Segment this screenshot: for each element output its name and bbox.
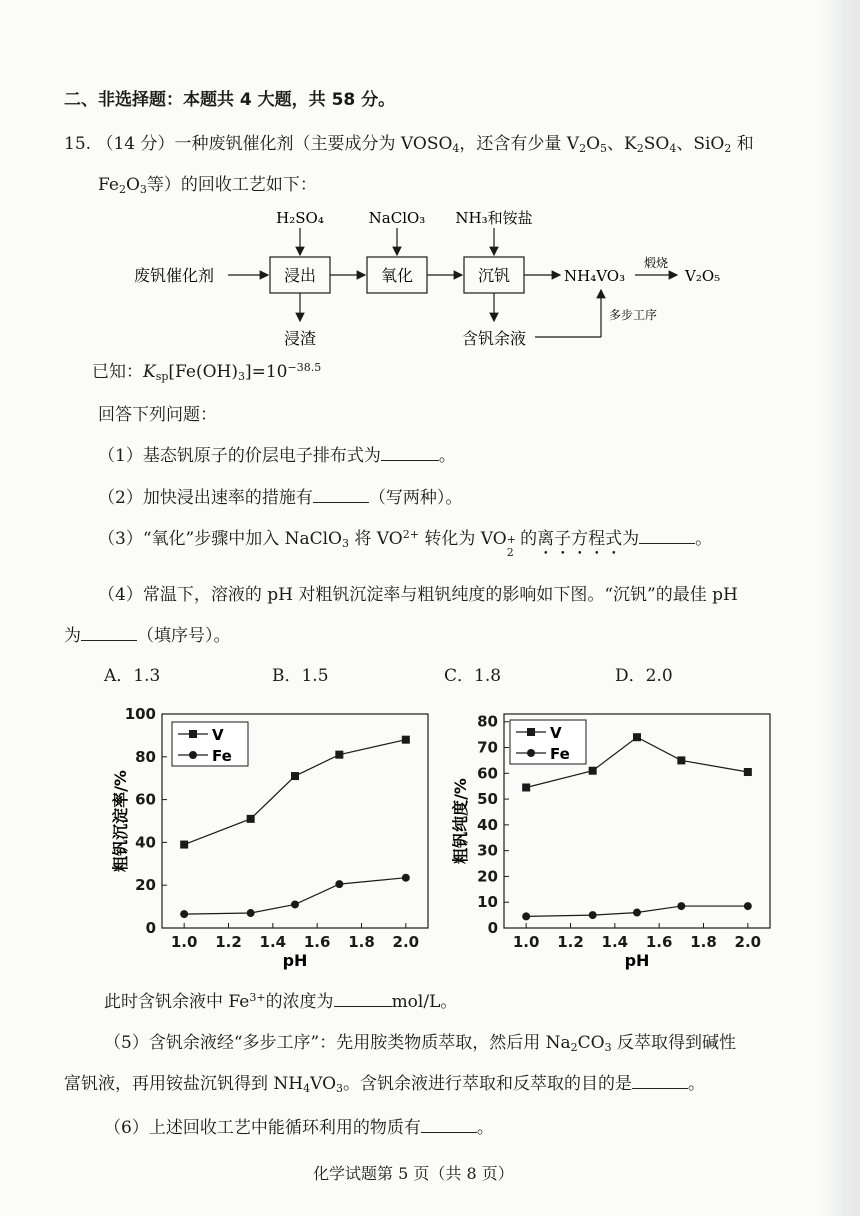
y-tick-label: 20 (477, 867, 498, 886)
y-tick-label: 40 (477, 815, 498, 834)
y-tick-label: 80 (135, 747, 156, 766)
x-tick-label: 1.4 (259, 933, 287, 951)
data-point-fe (291, 900, 299, 908)
page-edge-shadow (822, 0, 860, 1216)
x-tick-label: 1.8 (348, 933, 375, 951)
x-tick-label: 2.0 (392, 933, 420, 951)
question-intro-line2: $Fe_2O_3$等）的回收工艺如下： (98, 175, 317, 196)
flow-step-oxidize: 氧化 (380, 266, 414, 285)
known-expr: [Fe(OH) (168, 362, 238, 382)
q5-text-c: 富钒液，再用铵盐沉钒得到 NH (64, 1074, 304, 1094)
q5-text-a: （5）含钒余液经“多步工序”：先用胺类物质萃取，然后用 Na (104, 1033, 571, 1053)
x-tick-label: 1.8 (690, 933, 717, 951)
question-4-line1: （4）常温下，溶液的 pH 对粗钒沉淀率与粗钒纯度的影响如下图。“沉钒”的最佳 pH (98, 585, 738, 605)
legend-label-fe: Fe (212, 747, 232, 765)
data-point-v (180, 841, 188, 849)
flow-residue: 浸渣 (283, 329, 317, 348)
flow-reagent-naclo3: NaClO₃ (368, 209, 426, 227)
question-4-line2 (64, 624, 231, 648)
flow-step-precipitate: 沉钒 (477, 266, 511, 285)
data-point-v (522, 783, 530, 791)
answer-prompt: 回答下列问题： (98, 405, 217, 425)
option-c[interactable]: C．1.8 (444, 666, 502, 686)
intro-text-d: 、SiO (676, 134, 725, 154)
x-axis-label: pH (282, 951, 308, 970)
known-ksp-sub: sp (155, 370, 169, 383)
question-4-followup: 此时含钒余液中 $Fe^{3+}$的浓度为 mol/L。 (104, 991, 458, 1012)
q4-answer-blank[interactable] (81, 626, 137, 641)
legend-marker-v (527, 728, 535, 736)
data-point-fe (402, 874, 410, 882)
known-prefix: 已知： (92, 362, 143, 382)
q4-text-b: （填序号）。 (137, 626, 231, 646)
y-tick-label: 10 (477, 893, 498, 912)
flow-reagent-nh3: NH₃和铵盐 (455, 209, 533, 227)
y-tick-label: 30 (477, 841, 498, 860)
process-flow-diagram (120, 204, 760, 356)
data-point-fe (180, 910, 188, 918)
data-point-fe (633, 909, 641, 917)
intro-text-b: ，还含有少量 V (459, 134, 580, 154)
q4-after-c: mol/L。 (391, 992, 458, 1012)
legend-box (510, 720, 586, 764)
data-point-v (291, 772, 299, 780)
intro-text-a: 一种废钒催化剂（主要成分为 VOSO (174, 134, 453, 154)
flow-reagent-h2so4: H₂SO₄ (276, 209, 324, 227)
data-point-v (633, 733, 641, 741)
question-5-line1: （5）含钒余液经“多步工序”：先用胺类物质萃取，然后用 $Na_2CO_3$ 反萃取得到碱性 (104, 1033, 736, 1054)
data-point-v (677, 756, 685, 764)
data-point-fe (335, 880, 343, 888)
data-point-v (247, 815, 255, 823)
q3-text-b: 将 VO (349, 529, 403, 549)
y-axis-label: 粗钒沉淀率/% (111, 770, 130, 872)
y-tick-label: 0 (487, 919, 498, 937)
data-point-fe (247, 909, 255, 917)
known-exponent: −38.5 (287, 361, 322, 374)
question-intro-line1: 15. （14 分）一种废钒催化剂（主要成分为 $VOSO_4$，还含有少量 $V_2O_5$、$K_2SO_4$、SiO$_2$ 和 (64, 134, 754, 155)
data-point-fe (744, 902, 752, 910)
flow-product-v2o5: V₂O₅ (685, 267, 721, 285)
known-ksp: 已知：$K_{sp}[Fe(OH)_3]=10^{-38.5}$ (92, 361, 322, 383)
data-point-fe (589, 911, 597, 919)
q6-end: 。 (476, 1118, 494, 1138)
q1-text: （1）基态钒原子的价层电子排布式为 (98, 446, 381, 466)
y-tick-label: 20 (135, 876, 156, 895)
q2-answer-blank[interactable] (313, 488, 369, 503)
q1-end: 。 (438, 446, 456, 466)
series-line-fe (184, 878, 406, 914)
data-point-fe (522, 912, 530, 920)
q5-end: 。 (688, 1074, 706, 1094)
known-k: K (143, 362, 156, 382)
legend-box (172, 722, 248, 766)
y-tick-label: 70 (477, 738, 498, 757)
q1-answer-blank[interactable] (381, 446, 439, 461)
q5-text-b: 反萃取得到碱性 (611, 1033, 736, 1053)
section-heading: 二、非选择题：本题共 4 大题，共 58 分。 (64, 90, 396, 110)
q5-text-d: 。含钒余液进行萃取和反萃取的目的是 (343, 1074, 633, 1094)
intro-line2-b: 等）的回收工艺如下： (146, 175, 317, 195)
data-point-v (335, 751, 343, 759)
x-tick-label: 1.2 (215, 933, 242, 951)
question-points: （14 分） (96, 134, 175, 154)
q3-answer-blank[interactable] (639, 529, 695, 544)
x-tick-label: 1.2 (557, 933, 584, 951)
intro-line2-a: Fe (98, 175, 119, 195)
q3-text-c: 转化为 VO (418, 529, 507, 549)
q6-answer-blank[interactable] (421, 1118, 477, 1133)
q3-text-e: 为 (622, 529, 640, 549)
intro-text-c: 、K (607, 134, 637, 154)
question-1 (98, 444, 456, 468)
x-tick-label: 1.0 (170, 933, 198, 951)
legend-label-v: V (212, 726, 224, 744)
legend-marker-fe (189, 751, 197, 759)
page-footer: 化学试题第 5 页（共 8 页） (313, 1164, 514, 1183)
q3-emphasis-text: 离子方程式 (537, 529, 623, 549)
chart-purity (448, 700, 788, 980)
y-axis-label: 粗钒纯度/% (451, 778, 470, 864)
y-tick-label: 100 (124, 705, 156, 723)
q2-text: （2）加快浸出速率的措施有 (98, 488, 313, 508)
data-point-v (589, 767, 597, 775)
question-number: 15. (64, 134, 92, 154)
q6-text: （6）上述回收工艺中能循环利用的物质有 (104, 1118, 421, 1138)
legend-label-fe: Fe (550, 745, 570, 763)
x-tick-label: 1.4 (601, 933, 629, 951)
legend-marker-fe (527, 749, 535, 757)
question-2 (98, 486, 462, 510)
x-axis-label: pH (624, 951, 650, 970)
flow-waste-liquid: 含钒余液 (461, 329, 527, 348)
q3-text-d: 的 (514, 529, 538, 549)
q4-after-a: 此时含钒余液中 Fe (104, 992, 250, 1012)
flow-input: 废钒催化剂 (134, 266, 215, 285)
y-tick-label: 60 (477, 764, 498, 783)
option-b[interactable]: B．1.5 (272, 666, 329, 686)
legend-marker-v (189, 730, 197, 738)
flow-multistep-label: 多步工序 (609, 308, 658, 322)
q3-text-a: （3）“氧化”步骤中加入 NaClO (98, 529, 342, 549)
data-point-fe (677, 902, 685, 910)
data-point-v (744, 768, 752, 776)
q5-answer-blank[interactable] (632, 1074, 688, 1089)
data-point-v (402, 736, 410, 744)
y-tick-label: 80 (477, 712, 498, 731)
flow-calcine-label: 煅烧 (643, 256, 669, 270)
known-expr2: ]=10 (244, 362, 288, 382)
question-3: （3）“氧化”步骤中加入 NaClO$_3$ 将 $VO^{2+}$ 转化为 VO + 2 的离子方程式为 。 (98, 528, 713, 559)
question-5-line2: 富钒液，再用铵盐沉钒得到 $NH_4VO_3$。含钒余液进行萃取和反萃取的目的是 。 (64, 1074, 706, 1095)
q4-after-b: 的浓度为 (265, 992, 334, 1012)
y-tick-label: 40 (135, 833, 156, 852)
legend-label-v: V (550, 724, 562, 742)
x-tick-label: 1.0 (512, 933, 540, 951)
question-6 (104, 1116, 494, 1140)
q3-end: 。 (695, 529, 713, 549)
y-tick-label: 0 (145, 919, 156, 937)
flow-step-leach: 浸出 (283, 266, 317, 285)
intro-text-e: 和 (731, 134, 754, 154)
x-tick-label: 1.6 (645, 933, 673, 951)
chart-precipitation-rate (100, 700, 440, 980)
y-tick-label: 50 (477, 790, 498, 809)
q4-text-a: 为 (64, 626, 81, 646)
x-tick-label: 2.0 (734, 933, 762, 951)
x-tick-label: 1.6 (303, 933, 331, 951)
option-d[interactable]: D．2.0 (615, 666, 673, 686)
y-tick-label: 60 (135, 790, 156, 809)
flow-product-nh4vo3: NH₄VO₃ (564, 267, 626, 285)
fe-concentration-blank[interactable] (334, 992, 392, 1007)
option-a[interactable]: A．1.3 (104, 666, 161, 686)
q2-end: （写两种）。 (368, 488, 463, 508)
